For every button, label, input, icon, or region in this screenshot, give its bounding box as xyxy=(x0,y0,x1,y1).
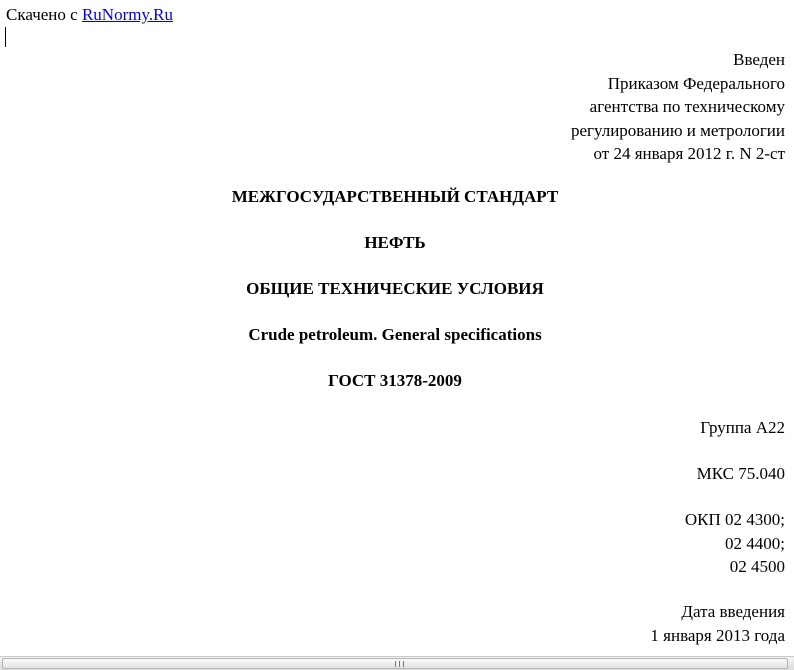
effective-date-value: 1 января 2013 года xyxy=(650,625,785,645)
okp-line: ОКП 02 4300; xyxy=(684,510,785,529)
okp-block xyxy=(685,508,785,579)
effective-date-block xyxy=(650,600,785,647)
okp-line: 02 4500 xyxy=(729,557,785,576)
text-cursor xyxy=(5,27,6,47)
approval-block xyxy=(571,48,785,166)
standard-type-heading: МЕЖГОСУДАРСТВЕННЫЙ СТАНДАРТ xyxy=(231,187,559,206)
standard-code: ГОСТ 31378-2009 xyxy=(328,371,462,390)
horizontal-scrollbar[interactable] xyxy=(0,656,794,670)
approval-line: Приказом Федерального xyxy=(607,73,785,93)
subject-heading: НЕФТЬ xyxy=(364,233,426,252)
mks-label: МКС 75.040 xyxy=(696,464,785,483)
group-label: Группа А22 xyxy=(700,418,785,437)
source-line xyxy=(6,5,173,25)
english-title: Crude petroleum. General specifications xyxy=(248,325,542,344)
okp-line: 02 4400; xyxy=(725,533,785,553)
approval-line: регулированию и метрологии xyxy=(570,120,785,140)
approval-line: Введен xyxy=(733,50,785,69)
effective-date-label: Дата введения xyxy=(681,602,785,621)
approval-line: агентства по техническому xyxy=(589,97,785,116)
approval-line: от 24 января 2012 г. N 2-ст xyxy=(593,144,785,163)
source-prefix: Скачено с xyxy=(6,5,78,24)
scrollbar-thumb[interactable] xyxy=(2,658,788,669)
source-link[interactable]: RuNormy.Ru xyxy=(81,5,173,24)
subtitle-heading: ОБЩИЕ ТЕХНИЧЕСКИЕ УСЛОВИЯ xyxy=(246,279,544,298)
grip-icon xyxy=(395,661,404,667)
